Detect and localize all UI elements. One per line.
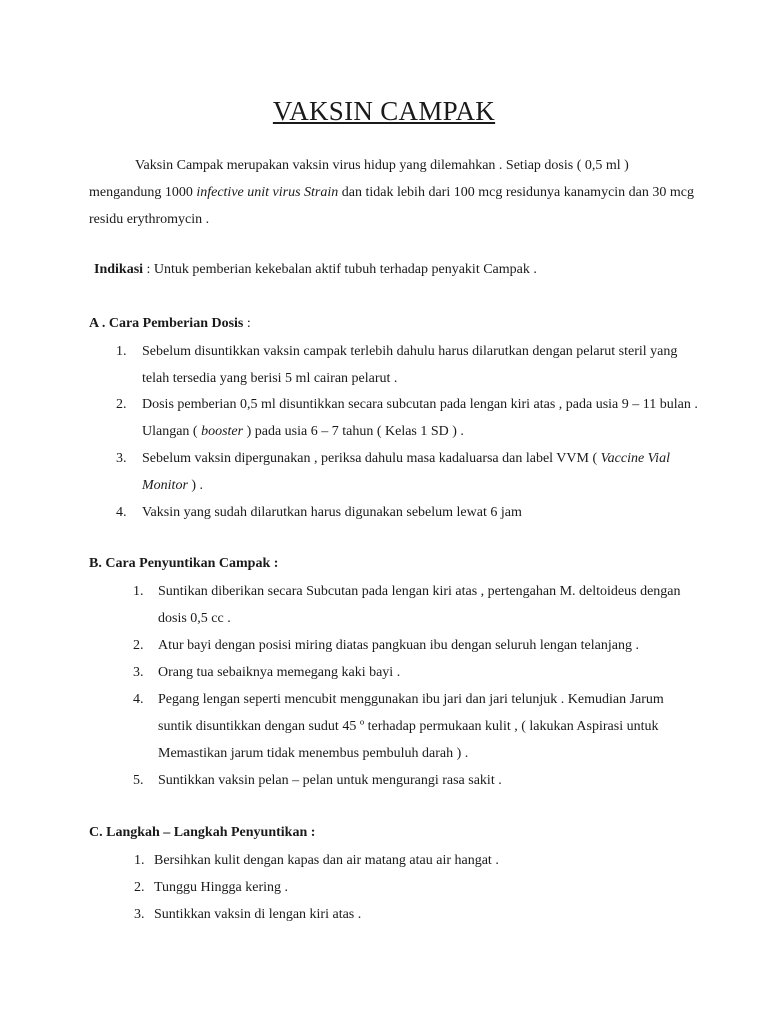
list-item-text: Suntikan diberikan secara Subcutan pada lengan kiri atas , pertengahan M. deltoideus dengan dosis 0,5 cc . (158, 584, 681, 626)
list-item-text: Sebelum disuntikkan vaksin campak terlebih dahulu harus dilarutkan dengan pelarut steril yang telah tersedia yang berisi 5 ml cairan pelarut . (142, 344, 678, 386)
list-item (116, 445, 702, 499)
list-item (133, 659, 688, 686)
list-item-number: 4. (133, 692, 144, 707)
intro-text: Vaksin Campak merupakan vaksin virus hidup yang dilemahkan . Setiap dosis ( 0,5 ml ) mengandung 1000 (89, 158, 629, 200)
list-item-text: Suntikkan vaksin pelan – pelan untuk mengurangi rasa sakit . (158, 773, 502, 788)
list-item-text: Dosis pemberian 0,5 ml disuntikkan secara subcutan pada lengan kiri atas , pada usia 9 – 11 bulan . Ulangan ( (142, 397, 698, 439)
list-item (133, 767, 688, 794)
page-title: VAKSIN CAMPAK (272, 96, 496, 126)
list-item-text: Orang tua sebaiknya memegang kaki bayi . (158, 665, 401, 680)
section-b-title: B. Cara Penyuntikan Campak : (89, 556, 279, 571)
section-a-list (116, 338, 702, 526)
list-item-number: 1. (134, 853, 145, 868)
list-item (134, 901, 684, 928)
list-item-number: 4. (116, 505, 127, 520)
indikasi-line (94, 262, 537, 278)
list-item-text: Bersihkan kulit dengan kapas dan air matang atau air hangat . (154, 853, 499, 868)
list-item-italic-text: Vaccine Vial Monitor (142, 451, 670, 493)
list-item-number: 2. (134, 880, 145, 895)
section-c-list (134, 847, 684, 928)
list-item-number: 3. (116, 451, 127, 466)
list-item-number: 2. (116, 397, 127, 412)
list-item-text-end: ) pada usia 6 – 7 tahun ( Kelas 1 SD ) . (243, 424, 464, 439)
list-item-italic-text: booster (201, 424, 244, 439)
indikasi-label: Indikasi (94, 262, 144, 277)
list-item (133, 578, 688, 632)
list-item-text: Pegang lengan seperti mencubit menggunakan ibu jari dan jari telunjuk . Kemudian Jarum suntik disuntikkan dengan sudut 45 º terhadap permukaan kulit , ( lakukan Aspirasi untuk Memastikan jarum tidak menembus pembuluh darah ) . (158, 692, 664, 761)
intro-italic-text: infective unit virus Strain (196, 185, 339, 200)
list-item-number: 3. (133, 665, 144, 680)
list-item-number: 1. (133, 584, 144, 599)
list-item-number: 3. (134, 907, 145, 922)
list-item (134, 874, 684, 901)
section-a-title-text: A . Cara Pemberian Dosis (89, 316, 244, 331)
list-item-number: 2. (133, 638, 144, 653)
list-item-number: 5. (133, 773, 144, 788)
list-item-text: Atur bayi dengan posisi miring diatas pangkuan ibu dengan seluruh lengan telanjang . (158, 638, 639, 653)
indikasi-text: : Untuk pemberian kekebalan aktif tubuh terhadap penyakit Campak . (143, 262, 537, 277)
list-item-number: 1. (116, 344, 127, 359)
list-item-text-end: ) . (187, 478, 204, 493)
intro-text-end: dan tidak lebih dari 100 mcg residunya kanamycin dan 30 mcg residu erythromycin . (89, 185, 694, 227)
intro-paragraph (89, 152, 694, 233)
list-item-text: Tunggu Hingga kering . (154, 880, 289, 895)
list-item (116, 391, 702, 445)
section-c-title: C. Langkah – Langkah Penyuntikan : (89, 825, 316, 840)
list-item (116, 338, 702, 392)
list-item (133, 686, 688, 767)
list-item-text: Sebelum vaksin dipergunakan , periksa dahulu masa kadaluarsa dan label VVM ( (142, 451, 601, 466)
list-item-text: Vaksin yang sudah dilarutkan harus digunakan sebelum lewat 6 jam (142, 505, 522, 520)
list-item-text: Suntikkan vaksin di lengan kiri atas . (154, 907, 362, 922)
section-b-list (133, 578, 688, 794)
list-item (133, 632, 688, 659)
section-a-title (89, 316, 251, 332)
list-item (134, 847, 684, 874)
list-item (116, 499, 702, 526)
section-a-title-colon: : (243, 316, 251, 331)
